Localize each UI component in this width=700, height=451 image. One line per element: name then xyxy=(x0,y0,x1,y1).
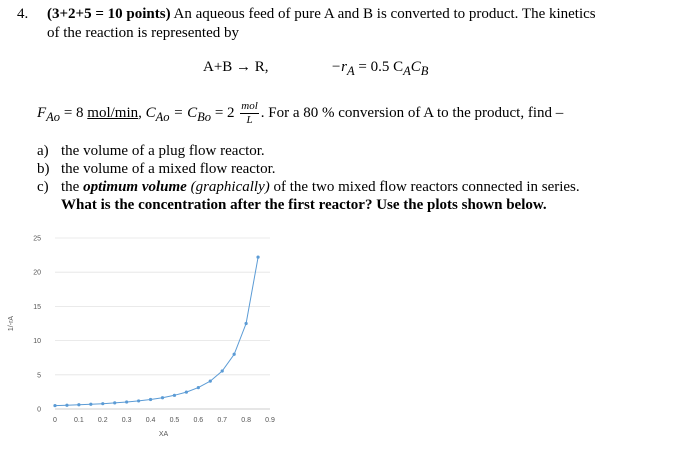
x-tick-label: 0.4 xyxy=(145,417,156,424)
y-axis-label: 1/-rA xyxy=(8,315,15,332)
feed-f-symbol: F xyxy=(37,104,47,121)
y-tick-label: 15 xyxy=(33,303,41,311)
feed-eq-2: , C xyxy=(138,104,156,121)
rate-law-sub-b: B xyxy=(420,64,429,78)
y-tick-label: 0 xyxy=(37,406,41,414)
data-point xyxy=(113,401,116,404)
rate-law-rhs: = 0.5 C xyxy=(354,59,404,75)
y-tick-label: 10 xyxy=(33,338,41,346)
item-label: a) xyxy=(37,143,49,159)
item-text: the volume of a plug flow reactor. xyxy=(61,143,265,159)
item-label: c) xyxy=(37,179,49,195)
feed-eq-1: = 8 xyxy=(60,104,88,121)
data-point xyxy=(65,404,68,407)
data-point xyxy=(101,402,104,405)
data-point xyxy=(185,391,188,394)
y-tick-label: 20 xyxy=(33,269,41,277)
data-point xyxy=(161,396,164,399)
data-point xyxy=(221,369,224,372)
item-text xyxy=(61,178,580,196)
item-text-mid: (graphically) xyxy=(186,179,270,195)
statement-line-2: of the reaction is represented by xyxy=(47,25,240,41)
rate-law-sub-a2: A xyxy=(403,64,411,78)
item-label: b) xyxy=(37,161,50,177)
data-point xyxy=(209,379,212,382)
chart-ticks xyxy=(33,236,275,425)
data-point xyxy=(149,398,152,401)
concentration-fraction xyxy=(240,100,259,127)
feed-eq-3: = C xyxy=(169,104,198,121)
x-tick-label: 0.2 xyxy=(97,417,108,424)
feed-c-sub: Ao xyxy=(155,109,170,124)
series-line xyxy=(55,257,258,405)
data-point xyxy=(256,256,259,259)
item-text-bold: optimum volume xyxy=(83,179,187,195)
data-point xyxy=(173,394,176,397)
rate-law-r: −r xyxy=(331,59,347,75)
x-tick-label: 0.6 xyxy=(193,417,204,424)
data-point xyxy=(77,403,80,406)
y-tick-label: 5 xyxy=(37,372,41,380)
feed-c-sub2: Bo xyxy=(197,109,212,124)
fraction-numerator: mol xyxy=(241,100,258,112)
feed-eq-4: = 2 xyxy=(211,104,239,121)
x-tick-label: 0.3 xyxy=(121,417,132,424)
y-tick-label: 25 xyxy=(33,235,41,243)
rate-law-c: C xyxy=(410,59,421,75)
data-point xyxy=(245,322,248,325)
item-text-post: of the two mixed flow reactors connected in series. xyxy=(269,179,580,195)
x-tick-label: 0.5 xyxy=(169,417,180,424)
rate-law xyxy=(331,59,428,79)
fraction-denominator: L xyxy=(246,114,253,126)
x-tick-label: 0 xyxy=(53,417,57,424)
feed-unit: mol/min xyxy=(87,104,139,121)
data-point xyxy=(197,386,200,389)
item-text: What is the concentration after the first reactor? Use the plots shown below. xyxy=(61,197,547,213)
feed-conditions xyxy=(37,100,563,127)
feed-f-sub: Ao xyxy=(46,109,61,124)
reaction-equation: A+B → R, xyxy=(203,59,269,75)
chart-grid xyxy=(55,238,270,375)
question-number: 4. xyxy=(17,6,29,22)
data-point xyxy=(125,400,128,403)
item-text-pre: the xyxy=(61,179,84,195)
points-label: (3+2+5 = 10 points) xyxy=(47,6,171,22)
rate-law-sub-a: A xyxy=(346,64,355,78)
x-tick-label: 0.7 xyxy=(217,417,228,424)
data-point xyxy=(89,403,92,406)
feed-tail: . For a 80 % conversion of A to the product, find – xyxy=(260,104,564,121)
data-point xyxy=(137,399,140,402)
chart-series xyxy=(53,256,259,408)
item-text: the volume of a mixed flow reactor. xyxy=(61,161,276,177)
x-tick-label: 0.9 xyxy=(265,417,275,424)
statement-line-1: An aqueous feed of pure A and B is converted to product. The kinetics xyxy=(173,6,596,22)
data-point xyxy=(53,404,56,407)
question-statement xyxy=(47,5,677,43)
x-tick-label: 0.1 xyxy=(74,417,84,424)
conversion-rate-chart xyxy=(0,228,300,451)
x-tick-label: 0.8 xyxy=(241,417,251,424)
data-point xyxy=(233,353,236,356)
x-axis-label: XA xyxy=(158,431,169,438)
